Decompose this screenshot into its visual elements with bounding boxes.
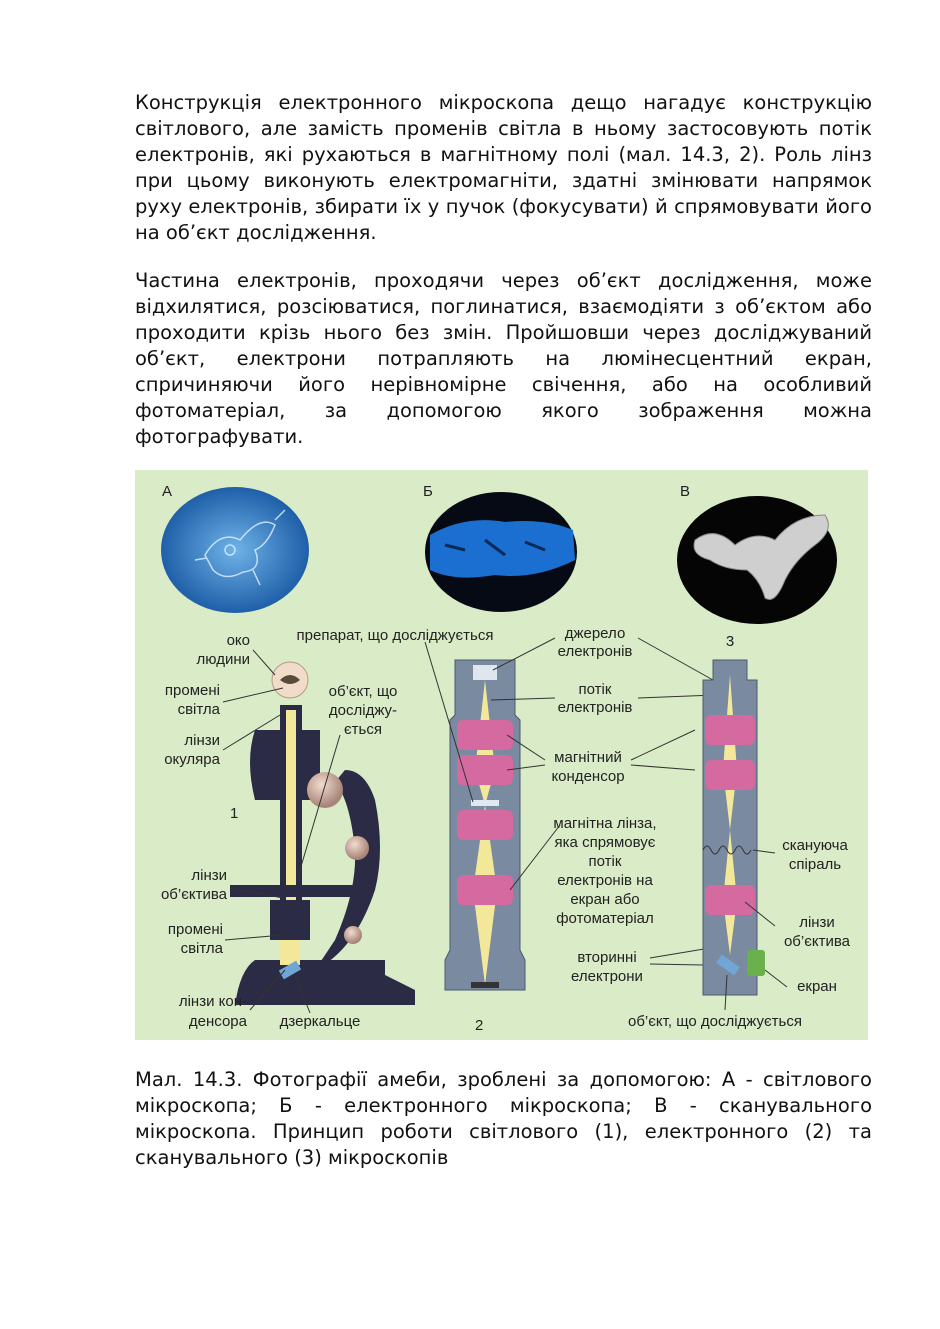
label-ocular-2: окуляра <box>164 751 220 768</box>
label-object-2: досліджу- <box>328 702 398 719</box>
label-ocular-1: лінзи <box>184 732 220 749</box>
label-object-1: об’єкт, що <box>328 683 398 700</box>
scanning-microscope <box>703 660 765 995</box>
label-rays-2: світла <box>177 701 220 718</box>
label-objective-1: лінзи <box>191 867 227 884</box>
label-source-2: електронів <box>557 643 633 660</box>
label-source-1: джерело <box>564 625 626 642</box>
label-mag-cond-1: магнітний <box>554 749 622 766</box>
label-eye-1: око <box>226 632 250 649</box>
label-object3: об’єкт, що досліджується <box>628 1013 802 1030</box>
label-rays-low-2: світла <box>180 940 223 957</box>
photo-letter-a: А <box>162 483 173 500</box>
scan-magnet-1-icon <box>705 715 755 745</box>
photo-letter-c: В <box>680 483 691 500</box>
photo-letter-b: Б <box>423 483 433 500</box>
electron-microscope <box>445 660 525 990</box>
magnet-3-icon <box>457 810 513 840</box>
label-number-3: 3 <box>725 633 735 650</box>
label-number-1: 1 <box>230 805 239 822</box>
magnet-4-icon <box>457 875 513 905</box>
scan-magnet-3-icon <box>705 885 755 915</box>
label-number-2: 2 <box>475 1017 484 1034</box>
microscopes-figure <box>135 470 868 1040</box>
label-condenser-2: денсора <box>188 1013 247 1030</box>
label-mag-lens-5: екран або <box>570 891 640 908</box>
label-mag-cond-2: конденсор <box>551 768 625 785</box>
label-stream-2: електронів <box>557 699 633 716</box>
label-mag-lens-1: магнітна лінза, <box>553 815 657 832</box>
label-rays-1: промені <box>164 682 220 699</box>
magnet-1-icon <box>457 720 513 750</box>
screen-icon <box>747 950 765 976</box>
label-mag-lens-6: фотоматеріал <box>556 910 654 927</box>
label-secondary-2: електрони <box>571 968 643 985</box>
magnet-2-icon <box>457 755 513 785</box>
label-objective3-1: лінзи <box>799 914 835 931</box>
label-mag-lens-4: електронів на <box>557 872 653 889</box>
label-stream-1: потік <box>578 681 612 698</box>
label-preparation: препарат, що досліджується <box>296 627 494 644</box>
label-eye-2: людини <box>196 651 250 668</box>
label-object-3: ється <box>344 721 382 738</box>
label-rays-low-1: промені <box>167 921 223 938</box>
scan-magnet-2-icon <box>705 760 755 790</box>
label-objective-2: об’єктива <box>160 886 227 903</box>
label-mag-lens-3: потік <box>588 853 622 870</box>
amoeba-b-icon <box>430 520 575 577</box>
paragraph-1: Конструкція електронного мікроскопа дещо нагадує конструкцію світлового, але замість променів світла в ньому застосовують потік електронів, які рухаються в магнітному полі (мал. 14.3, 2). Роль лінз при цьому виконують електромагніти, здатні змінювати напрямок руху електронів, збирати їх у пучок (фокусувати) й спрямовувати його на об’єкт дослідження. <box>135 91 872 244</box>
label-screen: екран <box>797 978 837 995</box>
label-secondary-1: вторинні <box>577 949 637 966</box>
label-spiral-1: скануюча <box>782 837 848 854</box>
label-mirror: дзеркальце <box>279 1013 361 1030</box>
paragraph-2: Частина електронів, проходячи через об’єкт дослідження, може відхилятися, розсіюватися, поглинатися, взаємодіяти з об’єктом або проходити крізь нього без змін. Пройшовши через досліджуваний об’єкт, електрони потрапляють на люмінесцентний екран, спричиняючи його нерівномірне свічення, або на особливий фотоматеріал, за допомогою якого зображення можна фотографувати. <box>135 269 872 448</box>
label-objective3-2: об’єктива <box>783 933 851 950</box>
label-mag-lens-2: яка спрямовує <box>554 834 656 851</box>
label-spiral-2: спіраль <box>788 856 842 873</box>
figure-caption: Мал. 14.3. Фотографії амеби, зроблені за допомогою: А - світлового мікроскопа; Б - електронного мікроскопа; В - сканувального мікроскопа. Принцип роботи світлового (1), електронного (2) та сканувального (3) мікроскопів <box>135 1068 872 1169</box>
label-condenser-1: лінзи кон- <box>178 993 247 1010</box>
